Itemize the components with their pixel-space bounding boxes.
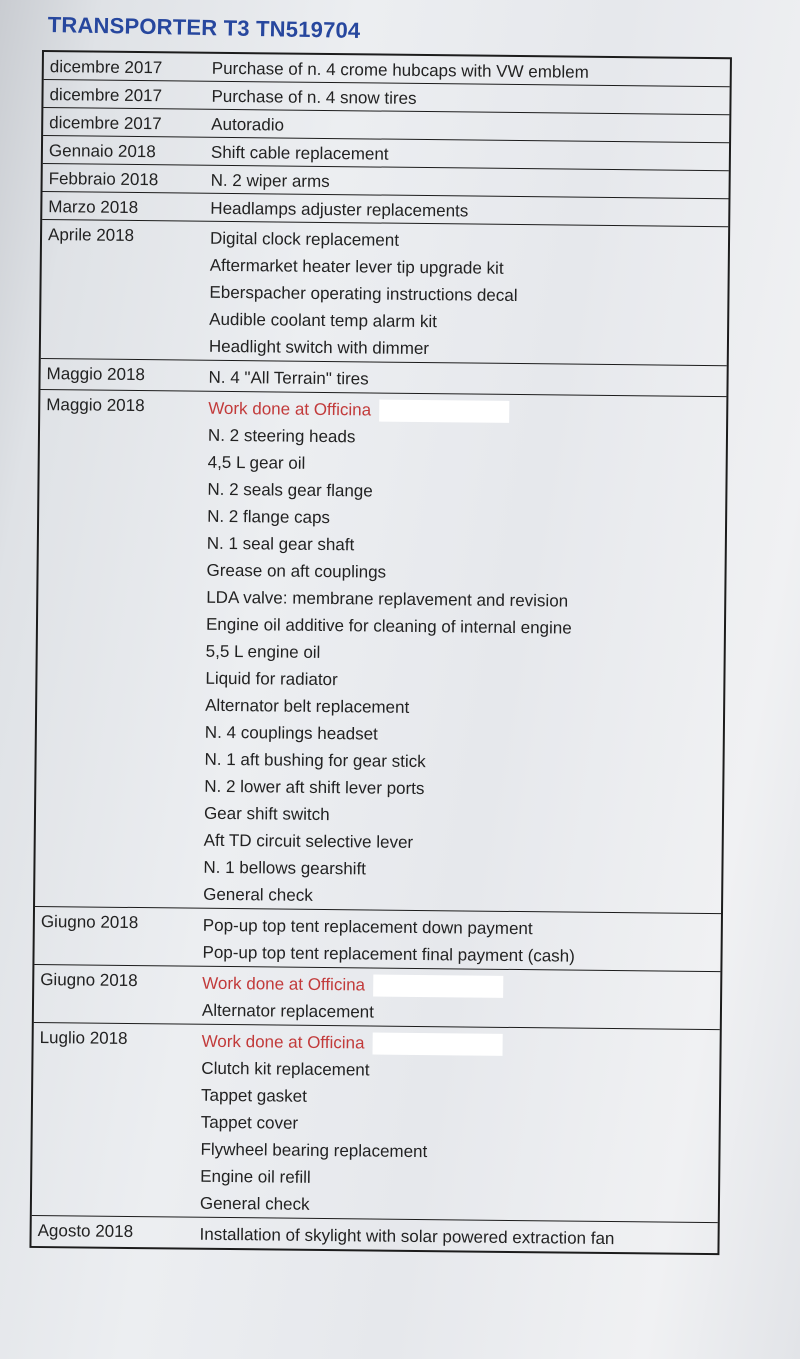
work-item: Purchase of n. 4 snow tires (211, 86, 417, 108)
entry-items (194, 967, 721, 1030)
work-item: Engine oil refill (200, 1166, 311, 1187)
work-item: 4,5 L gear oil (207, 452, 306, 473)
work-item: Liquid for radiator (205, 668, 338, 690)
entry-date: Giugno 2018 (40, 970, 138, 991)
entry-items (202, 194, 728, 227)
entry-items (200, 361, 726, 397)
log-row (34, 964, 721, 1029)
work-item: N. 2 flange caps (207, 506, 331, 528)
work-item: N. 4 couplings headset (204, 722, 378, 744)
work-item: N. 4 "All Terrain" tires (208, 367, 369, 389)
work-item: 5,5 L engine oil (205, 641, 321, 662)
work-item: Alternator belt replacement (205, 695, 410, 717)
work-item: N. 1 bellows gearshift (203, 857, 367, 879)
work-item: Aft TD circuit selective lever (203, 830, 414, 852)
work-item: N. 2 steering heads (207, 425, 356, 447)
work-item: Autoradio (211, 114, 285, 135)
entry-items (204, 54, 730, 87)
workshop-label: Work done at Officina (201, 1031, 365, 1053)
log-row (41, 219, 728, 365)
work-item: Purchase of n. 4 crome hubcaps with VW emblem (211, 58, 589, 82)
work-item: Headlamps adjuster replacements (210, 198, 469, 221)
work-item: Tappet gasket (200, 1085, 308, 1106)
entry-items (203, 110, 729, 143)
entry-date: Marzo 2018 (48, 197, 139, 218)
entry-date: Gennaio 2018 (48, 141, 156, 162)
entry-items (203, 166, 729, 199)
work-item: Grease on aft couplings (206, 560, 387, 582)
entry-items (192, 1025, 720, 1222)
document-title: TRANSPORTER T3 TN519704 (47, 12, 361, 43)
entry-date: Febbraio 2018 (48, 169, 159, 190)
work-item: Audible coolant temp alarm kit (209, 309, 438, 332)
redaction-box (373, 974, 503, 997)
entry-date: Maggio 2018 (46, 395, 145, 416)
work-item: Shift cable replacement (210, 142, 389, 164)
work-item: N. 2 lower aft shift lever ports (204, 776, 425, 799)
redaction-box (379, 399, 509, 422)
work-item: N. 2 wiper arms (210, 170, 330, 192)
entry-items (191, 1218, 717, 1254)
entry-date: dicembre 2017 (49, 57, 163, 78)
work-item: Tappet cover (200, 1112, 299, 1133)
workshop-label: Work done at Officina (208, 398, 372, 420)
work-item: Installation of skylight with solar powered extraction fan (199, 1224, 615, 1249)
work-item: N. 2 seals gear flange (207, 479, 373, 501)
maintenance-log-table (29, 50, 732, 1255)
work-item: Clutch kit replacement (201, 1058, 370, 1080)
work-item: Headlight switch with dimmer (208, 336, 430, 359)
entry-date: Maggio 2018 (46, 364, 146, 385)
entry-date: dicembre 2017 (49, 113, 162, 134)
work-item: Pop-up top tent replacement down payment (202, 915, 533, 939)
log-row (35, 389, 726, 913)
work-item: Engine oil additive for cleaning of internal engine (205, 614, 572, 638)
entry-date: Luglio 2018 (39, 1028, 128, 1048)
entry-date: Giugno 2018 (40, 912, 139, 933)
entry-date: Agosto 2018 (37, 1221, 134, 1242)
entry-items (203, 82, 729, 115)
entry-items (203, 138, 729, 171)
work-item: LDA valve: membrane replavement and revision (206, 587, 569, 611)
entry-date: dicembre 2017 (49, 85, 163, 106)
entry-date: Aprile 2018 (47, 225, 135, 245)
log-row (32, 1022, 720, 1222)
work-item: Flywheel bearing replacement (200, 1139, 428, 1162)
work-item: Aftermarket heater lever tip upgrade kit (209, 255, 504, 278)
log-row (34, 906, 721, 971)
redaction-box (372, 1032, 502, 1055)
work-item: General check (203, 884, 313, 905)
work-item: N. 1 aft bushing for gear stick (204, 749, 426, 772)
work-item: Alternator replacement (201, 1000, 375, 1022)
entry-items (195, 392, 726, 913)
work-item: Eberspacher operating instructions decal (209, 282, 518, 305)
work-item: Gear shift switch (203, 803, 330, 825)
entry-items (201, 222, 728, 366)
entry-items (194, 909, 721, 972)
work-item: General check (199, 1193, 310, 1214)
workshop-label: Work done at Officina (202, 973, 366, 995)
work-item: Pop-up top tent replacement final payment (cash) (202, 942, 575, 966)
work-item: N. 1 seal gear shaft (206, 533, 355, 555)
work-item: Digital clock replacement (209, 228, 400, 250)
